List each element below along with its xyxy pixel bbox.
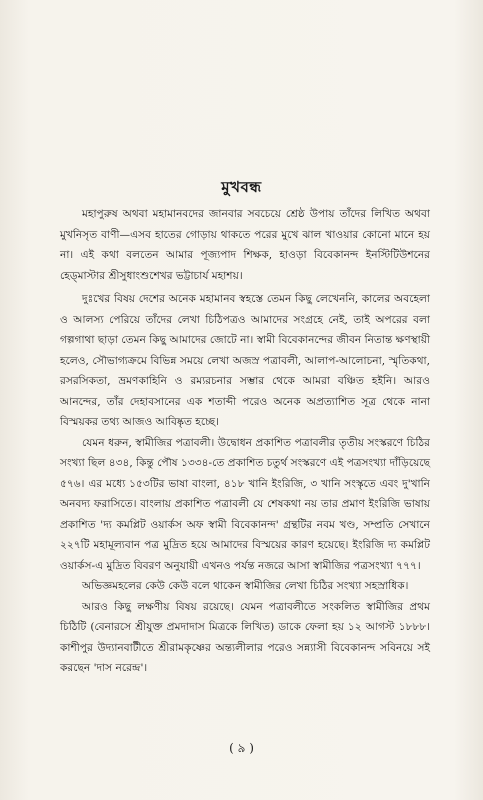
page-title: মুখবন্ধ [221, 178, 262, 196]
paragraph-4: অভিজ্ঞমহলের কেউ কেউ বলে থাকেন স্বামীজির লেখা চিঠির সংখ্যা সহস্রাধিক। [82, 580, 409, 592]
paragraph-3: যেমন ধরুন, স্বামীজির পত্রাবলী। উদ্বোধন প্রকাশিত পত্রাবলীর তৃতীয় সংস্করণে চিঠির সংখ্যা ছিল ৪৩৪, কিন্তু পৌষ ১৩৩৪-তে প্রকাশিত চতুর্থ সংস্করণে এই পত্রসংখ্যা দাঁড়িয়েছে ৫৭৬। এর মধ্যে ১৫৩টির ভাষা বাংলা, ৪১৮ খানি ইংরিজি, ৩ খানি সংস্কৃতে এবং দু'খানি অনবদ্য ফরাসিতে। বাংলায় প্রকাশিত পত্রাবলী যে শেষকথা নয় তার প্রমাণ ইংরিজি ভাষায় প্রকাশিত 'দ্য কমপ্লিট ওয়ার্কস অফ স্বামী বিবেকানন্দ' গ্রন্থটির নবম খণ্ড, সম্প্রতি সেখানে ২২৭টি মহামূল্যবান পত্র মুদ্রিত হয়ে আমাদের বিস্ময়ের কারণ হয়েছে। ইংরিজি দ্য কমপ্লিট ওয়ার্কস-এ মুদ্রিত বিবরণ অনুযায়ী এখনও পর্যন্ত নজরে আসা স্বামীজির পত্রসংখ্যা ৭৭৭। [60, 436, 430, 572]
paragraph-2: দুঃখের বিষয় দেশের অনেক মহামানব স্বহস্তে তেমন কিছু লেখেননি, কালের অবহেলা ও আলস্য পেরিয়ে তাঁদের লেখা চিঠিপত্রও আমাদের সংগ্রহে নেই, তাই অপরের বলা গল্পগাথা ছাড়া তেমন কিছু আমাদের জোটে না। স্বামী বিবেকানন্দের জীবন নিতান্ত ক্ষণস্থায়ী হলেও, সৌভাগ্যক্রমে বিভিন্ন সময়ে লেখা অজস্র পত্রাবলী, আলাপ-আলোচনা, স্মৃতিকথা, রসরসিকতা, ভ্রমণকাহিনি ও রম্যরচনার সম্ভার থেকে আমরা বঞ্চিত হইনি। আরও আনন্দের, তাঁর দেহাবসানের এক শতাব্দী পরেও অনেক অপ্রত্যাশিত সূত্র থেকে নানা বিস্ময়কর তথ্য আজও আবিষ্কৃত হচ্ছে। [60, 293, 430, 428]
paragraph-1: মহাপুরুষ অথবা মহামানবদের জানবার সবচেয়ে শ্রেষ্ঠ উপায় তাঁদের লিখিত অথবা মুখনিসৃত বাণী—এসব হাতের গোড়ায় থাকতে পরের মুখে ঝাল খাওয়ার কোনো মানে হয় না। এই কথা বলতেন আমার পূজ্যপাদ শিক্ষক, হাওড়া বিবেকানন্দ ইনস্টিটিউশনের হেড্‌মাস্টার শ্রীসুধাংশুশেখর ভট্টাচার্য মহাশয়। [60, 208, 430, 282]
paragraph-5: আরও কিছু লক্ষণীয় বিষয় রয়েছে। যেমন পত্রাবলীতে সংকলিত স্বামীজির প্রথম চিঠিটি (বেনারসে শ্রীযুক্ত প্রমদাদাস মিত্রকে লিখিত) ডাকে ফেলা হয় ১২ আগস্ট ১৮৮৮। কাশীপুর উদ্যানবাটীতে শ্রীরামকৃষ্ণের অন্ত্যলীলার পরেও সন্ন্যাসী বিবেকানন্দ সবিনয়ে সই করছেন 'দাস নরেন্দ্র'। [60, 600, 430, 674]
body-text [60, 204, 430, 679]
page-number: ( ৯ ) [229, 741, 254, 755]
